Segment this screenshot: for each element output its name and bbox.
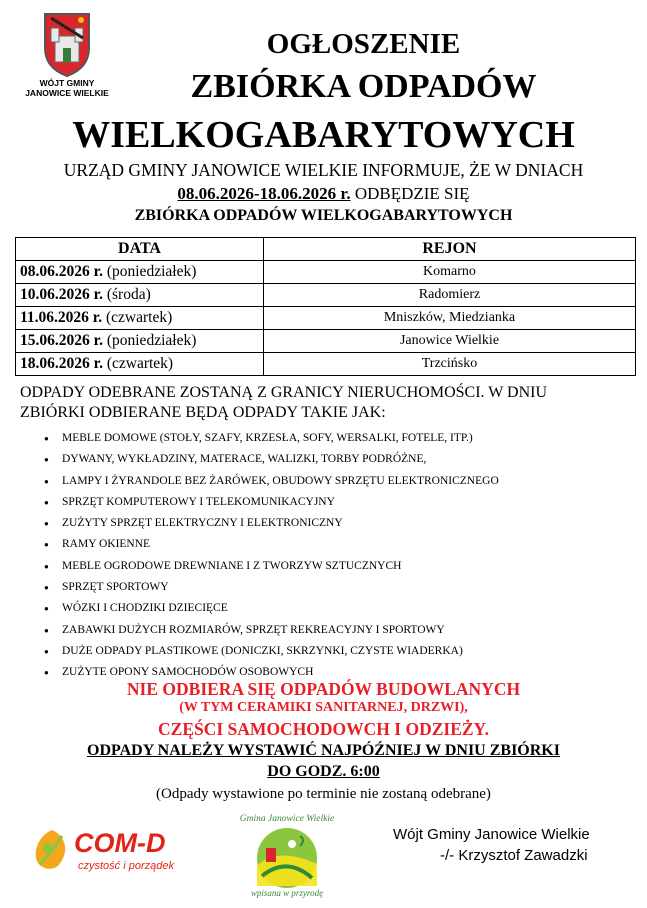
row-date: 11.06.2026 r.: [20, 309, 103, 326]
list-item: ● LAMPY I ŻYRANDOLE BEZ ŻARÓWEK, OBUDOWY SPRZĘTU ELEKTRONICZNEGO: [44, 471, 634, 492]
table-row: [16, 284, 636, 307]
row-date: 10.06.2026 r.: [20, 286, 103, 303]
row-date-cell: [16, 284, 264, 307]
table-row: [16, 353, 636, 376]
table-row: [16, 261, 636, 284]
collected-line-1: ODPADY ODEBRANE ZOSTANĄ Z GRANICY NIERUCHOMOŚCI. W DNIU: [20, 384, 548, 401]
deadline-note: (Odpady wystawione po terminie nie zostaną odebrane): [156, 786, 491, 802]
row-day: (poniedziałek): [102, 263, 197, 280]
emblem-caption-2: JANOWICE WIELKIE: [25, 88, 109, 98]
row-date-cell: [16, 330, 264, 353]
list-item: ● SPRZĘT SPORTOWY: [44, 577, 634, 598]
signature-line-2: -/- Krzysztof Zawadzki: [440, 847, 588, 864]
emblem-caption-1: WÓJT GMINY: [39, 78, 95, 88]
row-area: Komarno: [264, 261, 636, 284]
collection-dates: 08.06.2026-18.06.2026 r.: [177, 184, 351, 203]
list-item: ● MEBLE DOMOWE (STOŁY, SZAFY, KRZESŁA, SOFY, WERSALKI, FOTELE, ITP.): [44, 428, 634, 449]
row-date-cell: [16, 261, 264, 284]
list-item: ● RAMY OKIENNE: [44, 534, 634, 555]
list-item: ● MEBLE OGRODOWE DREWNIANE I Z TWORZYW SZTUCZNYCH: [44, 556, 634, 577]
bulky-waste-title: WIELKOGABARYTOWYCH: [72, 114, 575, 156]
intro-line-3: ZBIÓRKA ODPADÓW WIELKOGABARYTOWYCH: [134, 207, 513, 224]
list-item: ● ZABAWKI DUŻYCH ROZMIARÓW, SPRZĘT REKREACYJNY I SPORTOWY: [44, 620, 634, 641]
intro-line-2: [0, 184, 647, 204]
signature-line-1: Wójt Gminy Janowice Wielkie: [393, 826, 590, 843]
header-date: DATA: [16, 238, 264, 261]
row-day: (środa): [102, 286, 151, 303]
schedule-header-row: [16, 238, 636, 261]
list-item: ● WÓZKI I CHODZIKI DZIECIĘCE: [44, 598, 634, 619]
table-row: [16, 330, 636, 353]
list-item: ● ZUŻYTY SPRZĘT ELEKTRYCZNY I ELEKTRONICZNY: [44, 513, 634, 534]
deadline-line-2: DO GODZ. 6:00: [267, 763, 380, 780]
waste-items-list: [44, 428, 634, 684]
table-row: [16, 307, 636, 330]
row-area: Trzcińsko: [264, 353, 636, 376]
comd-logo-text: COM-D: [74, 828, 166, 858]
gmina-logo: [232, 806, 342, 902]
row-date: 18.06.2026 r.: [20, 355, 103, 372]
list-item: ● DUŻE ODPADY PLASTIKOWE (DONICZKI, SKRZYNKI, CZYSTE WIADERKA): [44, 641, 634, 662]
leaf-icon: [32, 828, 72, 872]
row-date-cell: [16, 307, 264, 330]
intro-line-2-rest: ODBĘDZIE SIĘ: [350, 184, 470, 203]
row-date: 15.06.2026 r.: [20, 332, 103, 349]
row-area: Radomierz: [264, 284, 636, 307]
gmina-logo-slogan: wpisana w przyrodę: [250, 888, 324, 898]
list-item: ● ZUŻYTE OPONY SAMOCHODÓW OSOBOWYCH: [44, 662, 634, 683]
list-item: ● SPRZĘT KOMPUTEROWY I TELEKOMUNIKACYJNY: [44, 492, 634, 513]
announcement-title: OGŁOSZENIE: [266, 28, 461, 60]
warning-line-1: NIE ODBIERA SIĘ ODPADÓW BUDOWLANYCH: [126, 679, 521, 699]
row-day: (czwartek): [102, 309, 173, 326]
comd-slogan: czystość i porządek: [78, 860, 174, 872]
row-area: Janowice Wielkie: [264, 330, 636, 353]
row-day: (poniedziałek): [102, 332, 197, 349]
deadline-line-1: ODPADY NALEŻY WYSTAWIĆ NAJPÓŹNIEJ W DNIU ZBIÓRKI: [87, 742, 560, 759]
intro-line-1: URZĄD GMINY JANOWICE WIELKIE INFORMUJE, ŻE W DNIACH: [63, 160, 584, 180]
schedule-table: [15, 237, 636, 376]
collected-line-2: ZBIÓRKI ODBIERANE BĘDĄ ODPADY TAKIE JAK:: [20, 404, 386, 421]
row-date: 08.06.2026 r.: [20, 263, 103, 280]
comd-logo: [32, 828, 212, 878]
row-area: Mniszków, Miedzianka: [264, 307, 636, 330]
gmina-logo-arc-text: Gmina Janowice Wielkie: [239, 814, 335, 824]
row-date-cell: [16, 353, 264, 376]
row-day: (czwartek): [102, 355, 174, 372]
list-item: ● DYWANY, WYKŁADZINY, MATERACE, WALIZKI, TORBY PODRÓŻNE,: [44, 449, 634, 470]
warning-line-2: (W TYM CERAMIKI SANITARNEJ, DRZWI),: [179, 700, 468, 715]
collection-title: ZBIÓRKA ODPADÓW: [190, 68, 537, 105]
header-area: REJON: [264, 238, 636, 261]
warning-line-3: CZĘŚCI SAMOCHODOWCH I ODZIEŻY.: [158, 719, 489, 739]
